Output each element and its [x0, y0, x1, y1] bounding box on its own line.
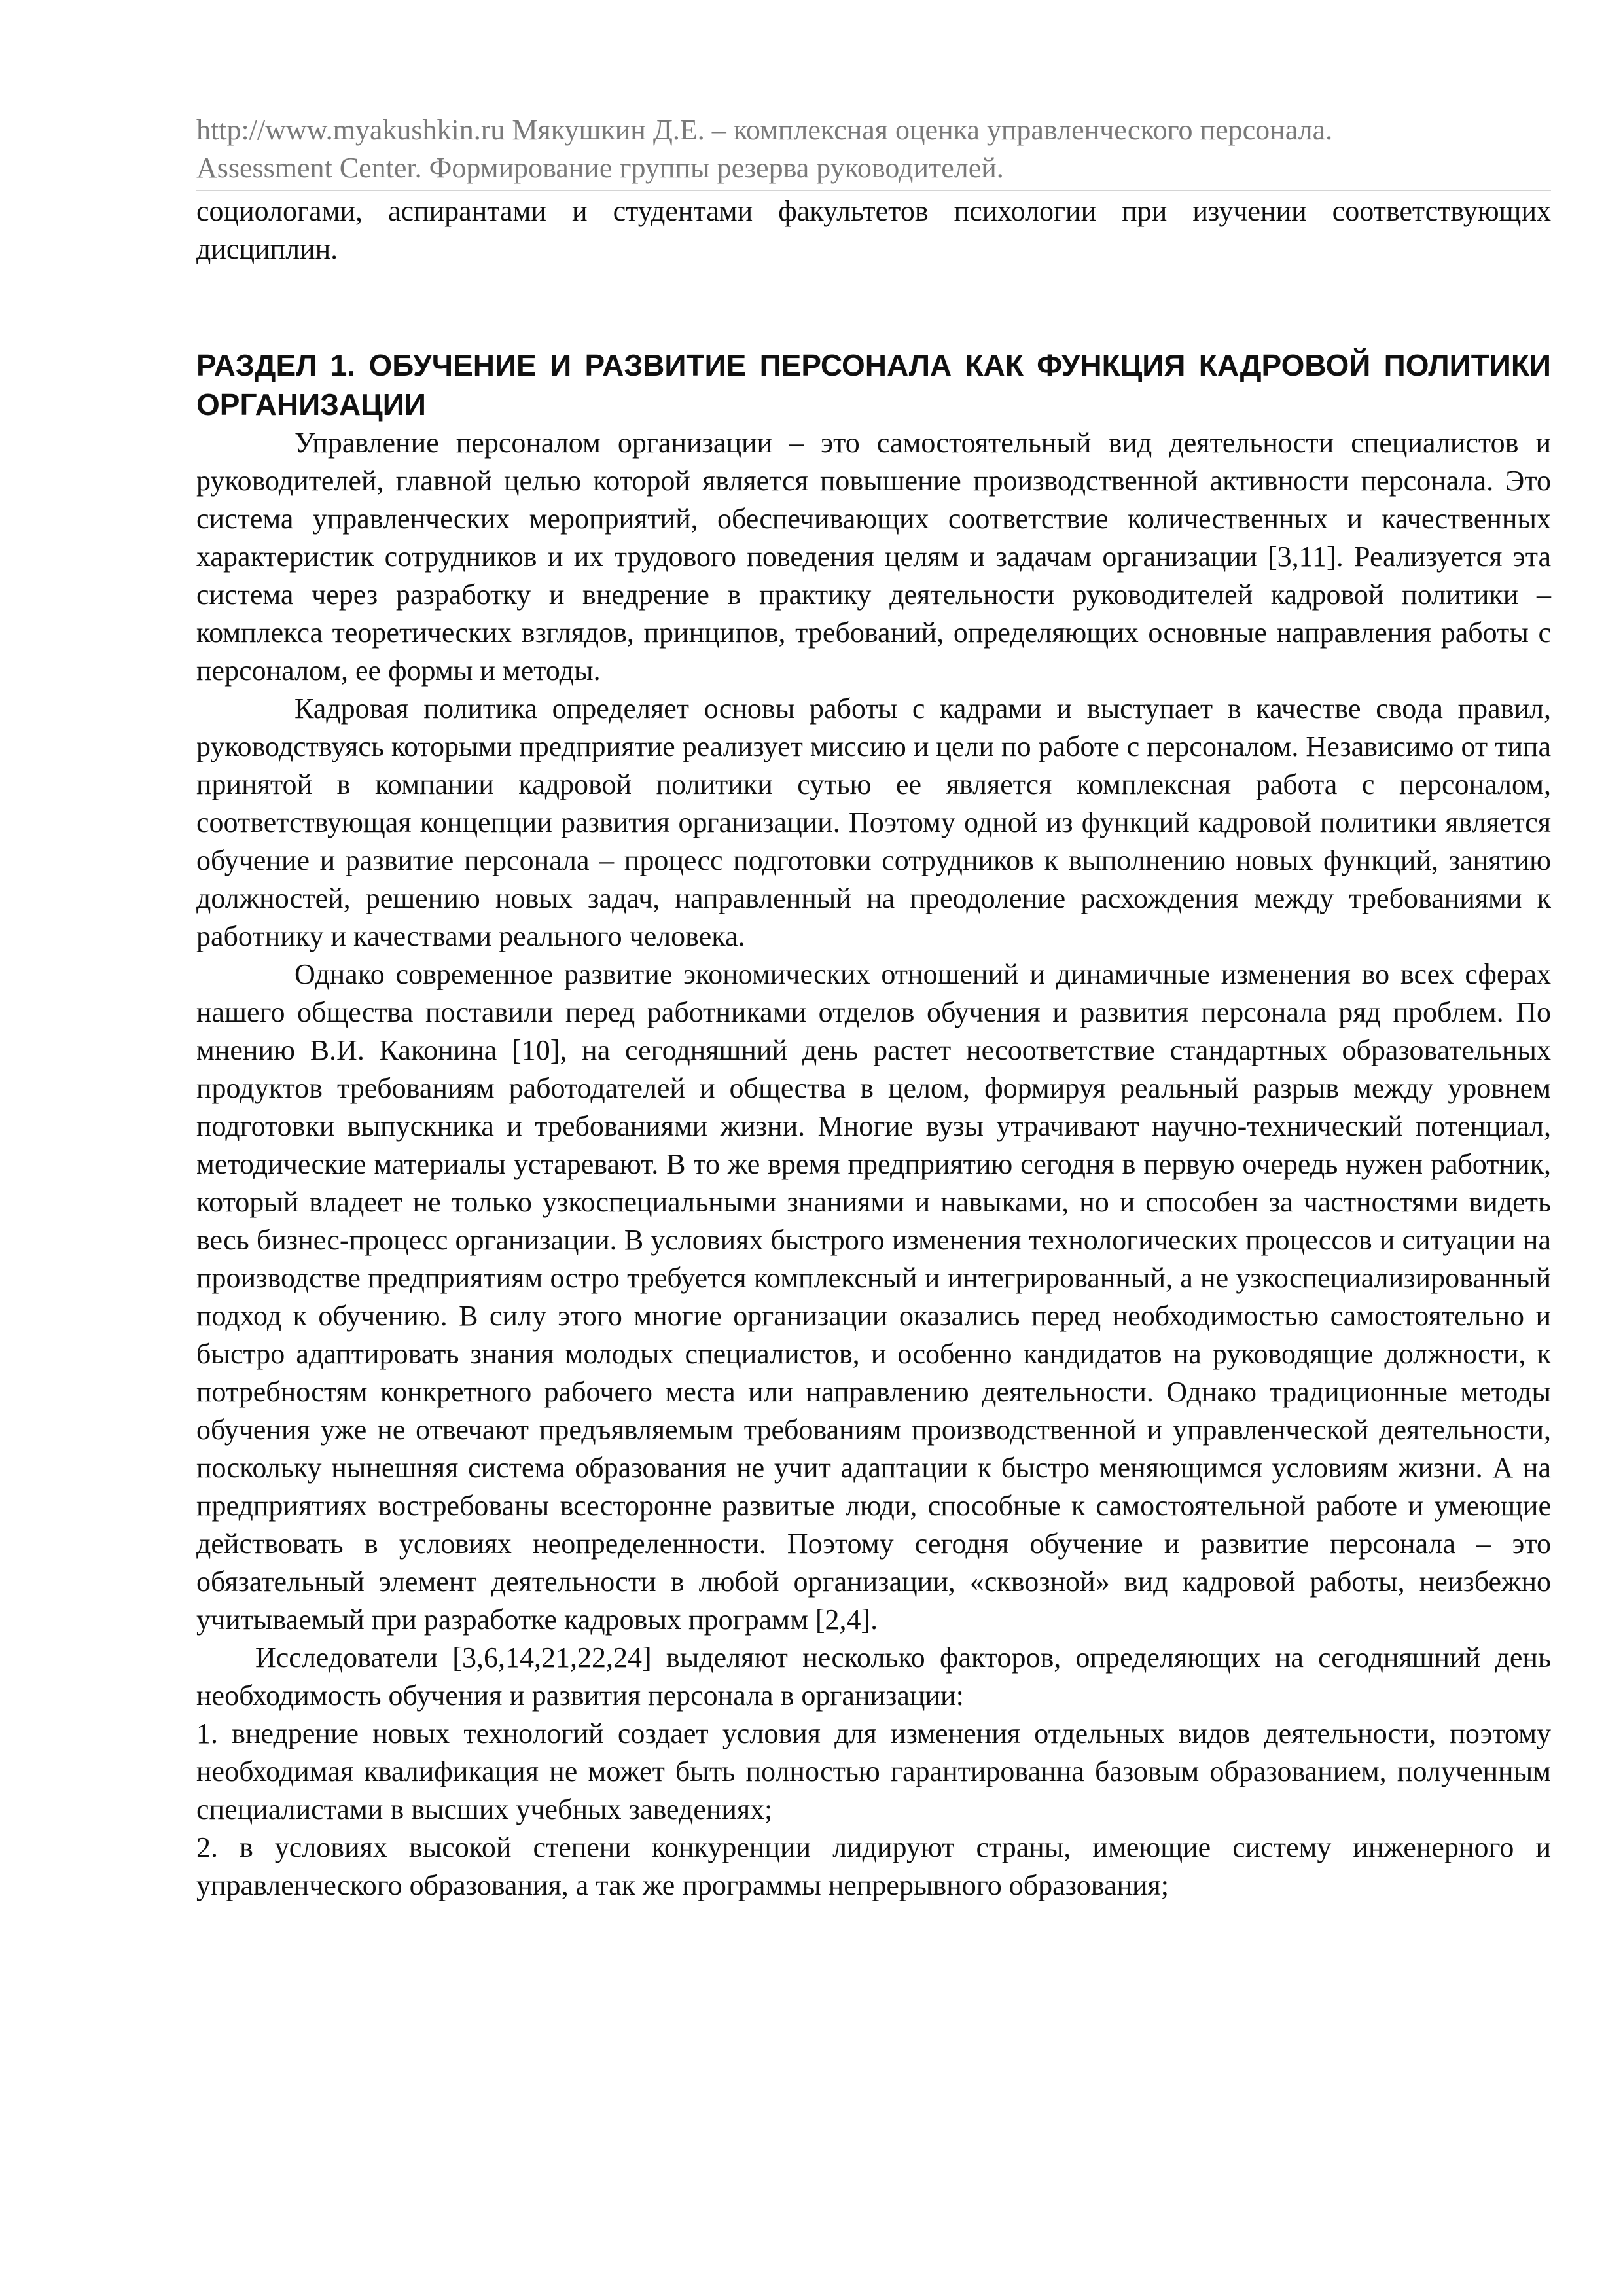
paragraph-2: Кадровая политика определяет основы работы с кадрами и выступает в качестве свода правил, руководствуясь которыми предприятие реализует миссию и цели по работе с персоналом. Независимо от типа принятой в компании кадровой политики сутью ее является комплексная работа с персоналом, соответствующая концепции развития организации. Поэтому одной из функций кадровой политики является обучение и развитие персонала – процесс подготовки сотрудников к выполнению новых функций, занятию должностей, решению новых задач, направленный на преодоление расхождения между требованиями к работнику и качествами реального человека.	[196, 692, 1551, 952]
intro-paragraph: социологами, аспирантами и студентами факультетов психологии при изучении соответствующих дисциплин.	[196, 195, 1551, 265]
header-line-2: Assessment Center. Формирование группы резерва руководителей.	[196, 152, 1004, 184]
section-title: РАЗДЕЛ 1. ОБУЧЕНИЕ И РАЗВИТИЕ ПЕРСОНАЛА КАК ФУНКЦИЯ КАДРОВОЙ ПОЛИТИКИ ОРГАНИЗАЦИИ	[196, 348, 1551, 422]
list-item: 1. внедрение новых технологий создает условия для изменения отдельных видов деятельности, поэтому необходимая квалификация не может быть полностью гарантированна базовым образованием, полученным специалистами в высших учебных заведениях;	[196, 1717, 1551, 1825]
paragraph-4: Исследователи [3,6,14,21,22,24] выделяют несколько факторов, определяющих на сегодняшний день необходимость обучения и развития персонала в организации:	[196, 1641, 1551, 1712]
paragraph-3: Однако современное развитие экономических отношений и динамичные изменения во всех сферах нашего общества поставили перед работниками отделов обучения и развития персонала ряд проблем. По мнению В.И. Каконина [10], на сегодняшний день растет несоответствие стандартных образовательных продуктов требованиям работодателей и общества в целом, формируя реальный разрыв между уровнем подготовки выпускника и требованиями жизни. Многие вузы утрачивают научно-технический потенциал, методические материалы устаревают. В то же время предприятию сегодня в первую очередь нужен работник, который владеет не только узкоспециальными знаниями и навыками, но и способен за частностями видеть весь бизнес-процесс организации. В условиях быстрого изменения технологических процессов и ситуации на производстве предприятиям остро требуется комплексный и интегрированный, а не узкоспециализированный подход к обучению. В силу этого многие организации оказались перед необходимостью самостоятельно и быстро адаптировать знания молодых специалистов, и особенно кандидатов на руководящие должности, к потребностям конкретного рабочего места или направлению деятельности. Однако традиционные методы обучения уже не отвечают предъявляемым требованиям производственной и управленческой деятельности, поскольку нынешняя система образования не учит адаптации к быстро меняющимся условиям жизни. А на предприятиях востребованы всесторонне развитые люди, способные к самостоятельной работе и умеющие действовать в условиях неопределенности. Поэтому сегодня обучение и развитие персонала – это обязательный элемент деятельности в любой организации, «сквозной» вид кадровой работы, неизбежно учитываемый при разработке кадровых программ [2,4].	[196, 958, 1551, 1636]
document-page	[196, 111, 1551, 2206]
header-line-1[interactable]: http://www.myakushkin.ru Мякушкин Д.Е. – комплексная оценка управленческого персонала.	[196, 114, 1333, 146]
document-body	[196, 192, 1551, 1905]
paragraph-1: Управление персоналом организации – это самостоятельный вид деятельности специалистов и руководителей, главной целью которой является повышение производственной активности персонала. Это система управленческих мероприятий, обеспечивающих соответствие количественных и качественных характеристик сотрудников и их трудового поведения целям и задачам организации [3,11]. Реализуется эта система через разработку и внедрение в практику деятельности руководителей кадровой политики – комплекса теоретических взглядов, принципов, требований, определяющих основные направления работы с персоналом, ее формы и методы.	[196, 427, 1551, 687]
header-divider	[196, 190, 1551, 191]
list-item: 2. в условиях высокой степени конкуренции лидируют страны, имеющие систему инженерного и управленческого образования, а так же программы непрерывного образования;	[196, 1831, 1551, 1901]
page-header	[196, 111, 1551, 187]
